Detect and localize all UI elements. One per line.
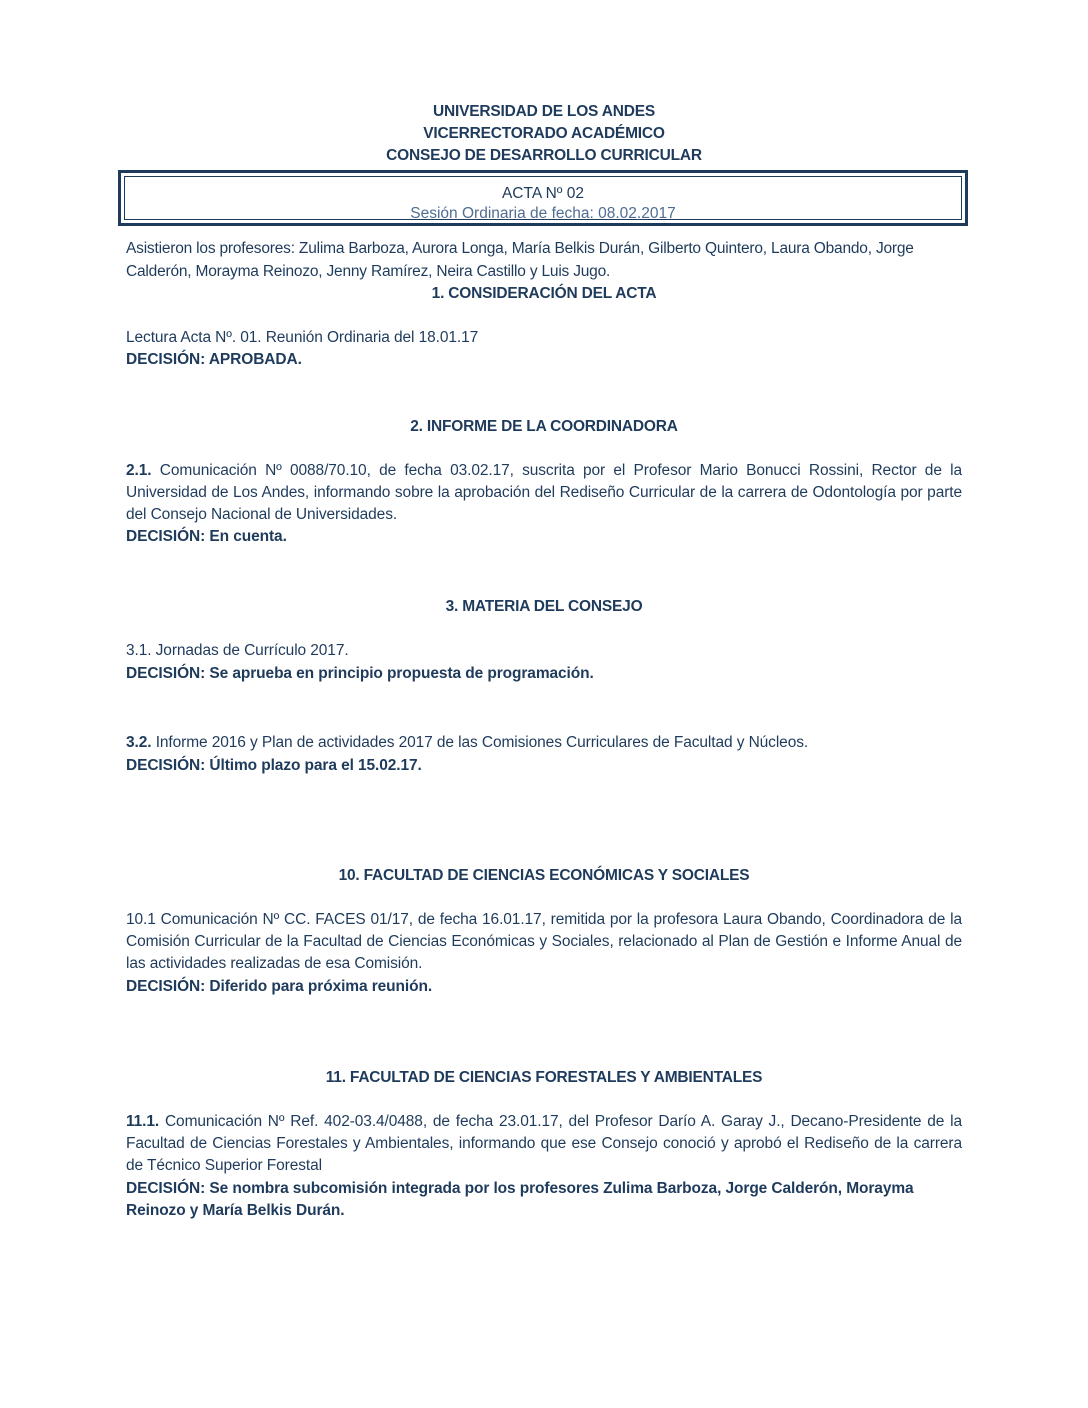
section-3-item-1-text: 3.1. Jornadas de Currículo 2017. xyxy=(126,642,349,659)
section-3-item-2 xyxy=(126,732,962,754)
acta-title: ACTA Nº 02 xyxy=(501,185,585,202)
section-2-item xyxy=(126,460,962,526)
section-11-item xyxy=(126,1111,962,1177)
acta-box xyxy=(118,170,968,226)
section-1-text: Lectura Acta Nº. 01. Reunión Ordinaria del 18.01.17 xyxy=(126,329,479,346)
section-1-title: 1. CONSIDERACIÓN DEL ACTA xyxy=(431,285,657,302)
header-university: UNIVERSIDAD DE LOS ANDES xyxy=(433,103,655,120)
section-1-decision: DECISIÓN: APROBADA. xyxy=(126,351,302,368)
section-2-decision: DECISIÓN: En cuenta. xyxy=(126,528,287,545)
section-2-title: 2. INFORME DE LA COORDINADORA xyxy=(410,418,678,435)
section-3-item-2-decision: DECISIÓN: Último plazo para el 15.02.17. xyxy=(126,757,422,774)
acta-box-inner xyxy=(124,176,962,220)
section-10-title: 10. FACULTAD DE CIENCIAS ECONÓMICAS Y SOCIALES xyxy=(338,867,750,884)
section-11-decision: DECISIÓN: Se nombra subcomisión integrada por los profesores Zulima Barboza, Jorge Calderón, Morayma Reinozo y María Belkis Durán. xyxy=(126,1180,914,1219)
section-10-decision: DECISIÓN: Diferido para próxima reunión. xyxy=(126,978,433,995)
section-11-item-number: 11.1. xyxy=(126,1113,160,1130)
header-vicerrectorado: VICERRECTORADO ACADÉMICO xyxy=(423,125,665,142)
section-3-item-1-decision: DECISIÓN: Se aprueba en principio propuesta de programación. xyxy=(126,665,594,682)
section-2-item-text: Comunicación Nº 0088/70.10, de fecha 03.02.17, suscrita por el Profesor Mario Bonucci Rossini, Rector de la Universidad de Los Andes, informando sobre la aprobación del Rediseño Curricular de la carrera de Odontología por parte del Consejo Nacional de Universidades. xyxy=(126,462,962,523)
section-11-title: 11. FACULTAD DE CIENCIAS FORESTALES Y AMBIENTALES xyxy=(325,1069,763,1086)
acta-session-date: Sesión Ordinaria de fecha: 08.02.2017 xyxy=(410,205,676,222)
section-3-title: 3. MATERIA DEL CONSEJO xyxy=(445,598,643,615)
section-10-text: 10.1 Comunicación Nº CC. FACES 01/17, de fecha 16.01.17, remitida por la profesora Laura Obando, Coordinadora de la Comisión Curricular de la Facultad de Ciencias Económicas y Sociales, relacionado al Plan de Gestión e Informe Anual de las actividades realizadas de esa Comisión. xyxy=(126,911,962,972)
attendees-paragraph: Asistieron los profesores: Zulima Barboza, Aurora Longa, María Belkis Durán, Gilberto Quintero, Laura Obando, Jorge Calderón, Morayma Reinozo, Jenny Ramírez, Neira Castillo y Luis Jugo. xyxy=(126,240,914,280)
section-11-item-text: Comunicación Nº Ref. 402-03.4/0488, de fecha 23.01.17, del Profesor Darío A. Garay J., Decano-Presidente de la Facultad de Ciencias Forestales y Ambientales, informando que ese Consejo conoció y aprobó el Rediseño de la carrera de Técnico Superior Forestal xyxy=(126,1113,962,1174)
header-consejo: CONSEJO DE DESARROLLO CURRICULAR xyxy=(386,147,702,164)
section-2-item-number: 2.1. xyxy=(126,462,152,479)
section-3-item-2-text: Informe 2016 y Plan de actividades 2017 de las Comisiones Curriculares de Facultad y Núcleos. xyxy=(155,734,809,751)
document-header xyxy=(0,101,1088,167)
section-3-item-2-number: 3.2. xyxy=(126,734,152,751)
